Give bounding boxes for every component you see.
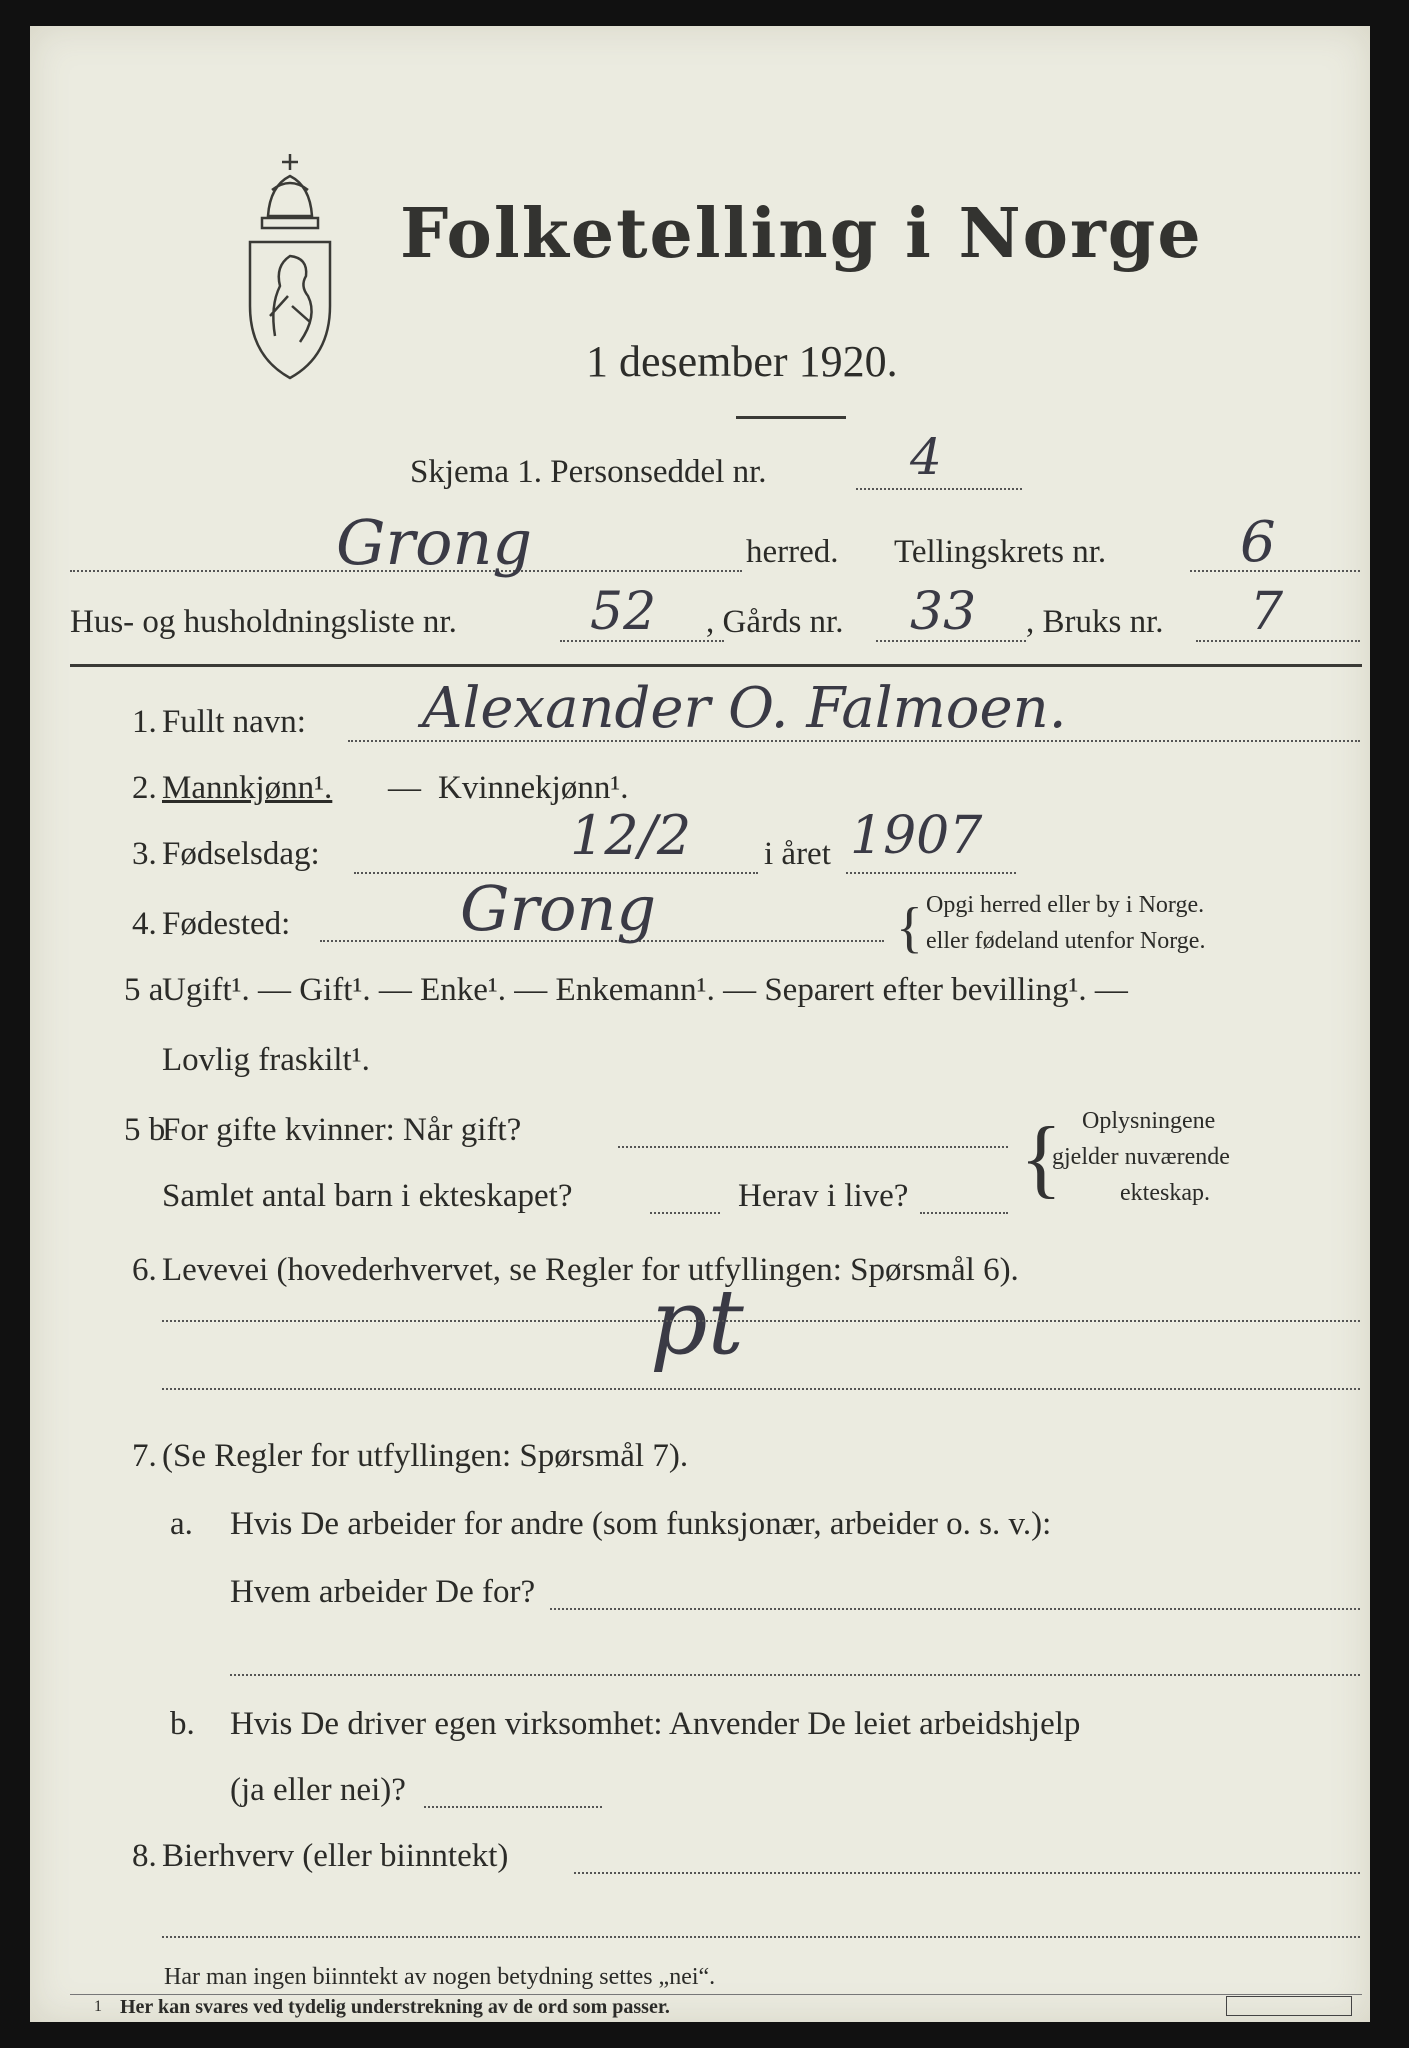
q7b-line2: (ja eller nei)?	[230, 1772, 406, 1808]
footnote-text: Her kan svares ved tydelig understrekning av de ord som passer.	[120, 1996, 670, 2018]
q7b-label: b.	[170, 1706, 195, 1742]
q4-label: Fødested:	[162, 906, 291, 942]
q5b-number: 5 b	[124, 1112, 166, 1148]
printer-stamp	[1226, 1996, 1352, 2016]
q5a-options-line2: Lovlig fraskilt¹.	[162, 1042, 370, 1078]
q2-dash: —	[388, 770, 421, 806]
birth-year-value: 1907	[850, 806, 983, 866]
q4-note-line2: eller fødeland utenfor Norge.	[926, 928, 1206, 954]
q3-number: 3.	[132, 836, 157, 872]
q8-label: Bierhverv (eller biinntekt)	[162, 1838, 509, 1874]
gards-label: , Gårds nr.	[706, 604, 844, 640]
q8-number: 8.	[132, 1838, 157, 1874]
full-name-value: Alexander O. Falmoen.	[422, 676, 1067, 741]
q5a-number: 5 a	[124, 972, 164, 1008]
q7a-line1: Hvis De arbeider for andre (som funksjonær, arbeider o. s. v.):	[230, 1506, 1052, 1542]
q8-note: Har man ingen biinntekt av nogen betydning settes „nei“.	[164, 1964, 716, 1990]
q5b-note-line1: Oplysningene	[1082, 1108, 1216, 1134]
q3-label: Fødselsdag:	[162, 836, 320, 872]
q2-male-option: Mannkjønn¹.	[162, 770, 333, 806]
q7-number: 7.	[132, 1438, 157, 1474]
q1-label: Fullt navn:	[162, 704, 306, 740]
form-title: Folketelling i Norge	[400, 194, 1203, 274]
footnote-divider	[70, 1994, 1362, 1995]
q2-female-option: Kvinnekjønn¹.	[438, 770, 629, 806]
coat-of-arms-icon	[230, 146, 350, 386]
q4-number: 4.	[132, 906, 157, 942]
tellingskrets-label: Tellingskrets nr.	[894, 534, 1107, 570]
tellingskrets-value: 6	[1240, 510, 1276, 575]
q6-label: Levevei (hovederhvervet, se Regler for utfyllingen: Spørsmål 6).	[162, 1252, 1019, 1288]
form-date: 1 desember 1920.	[586, 337, 898, 386]
footnote-marker: 1	[94, 1998, 102, 2015]
q5a-options-line1: Ugift¹. — Gift¹. — Enke¹. — Enkemann¹. — Separert efter bevilling¹. —	[162, 972, 1128, 1008]
herred-value: Grong	[336, 506, 533, 579]
q5b-note-line2: gjelder nuværende	[1052, 1144, 1230, 1170]
census-form-page: Folketelling i Norge 1 desember 1920. Skjema 1. Personseddel nr. 4 Grong herred. Tellingskrets nr. 6 Hus- og husholdningsliste nr. 52 , Gårds nr. 33 , Bruks nr. 7 1. Fullt navn: Alexander O. Falmoen. 2. Mannkjønn¹. — Kvinnekjønn¹. 3. Fødselsdag: 12/2 i året 1907 4. Fødested: Grong { Opgi herred eller by i Norge. eller fødeland utenfor Norge. 5 a Ugift¹. — Gift¹. — Enke¹. — Enkemann¹. — Separert efter bevilling¹. — Lovlig fraskilt¹. 5 b For gifte kvinner: Når gift? Samlet antal barn i ekteskapet? Herav i live? { Oplysningene gjelder nuværende ekteskap. 6. Levevei (hovederhvervet, se Regler for utfyllingen: Spørsmål 6). pt 7. (Se Regler for utfyllingen: Spørsmål 7). a. Hvis De arbeider for andre (som funksjonær, arbeider o. s. v.): Hvem arbeider De for? b. Hvis De driver egen virksomhet: Anvender De leiet arbeidshjelp (ja eller nei)? 8. Bierhverv (eller biinntekt) Har man ingen biinntekt av nogen betydning settes „nei“. 1 Her kan svares ved tydelig understrekning av de ord som passer.	[30, 26, 1370, 2022]
q5b-line2-alive: Herav i live?	[738, 1178, 909, 1214]
schema-label: Skjema 1. Personseddel nr.	[410, 454, 767, 490]
birthday-value: 12/2	[570, 804, 692, 867]
q4-note-line1: Opgi herred eller by i Norge.	[926, 892, 1205, 918]
q7a-line2: Hvem arbeider De for?	[230, 1574, 536, 1610]
title-divider	[736, 416, 846, 419]
q5b-line1: For gifte kvinner: Når gift?	[162, 1112, 522, 1148]
bruks-label: , Bruks nr.	[1026, 604, 1164, 640]
gards-value: 33	[910, 582, 977, 642]
birthplace-value: Grong	[460, 872, 657, 945]
husliste-label: Hus- og husholdningsliste nr.	[70, 604, 457, 640]
q6-number: 6.	[132, 1252, 157, 1288]
q7-label: (Se Regler for utfyllingen: Spørsmål 7).	[162, 1438, 689, 1474]
q2-number: 2.	[132, 770, 157, 806]
occupation-value: pt	[650, 1270, 744, 1375]
personseddel-number-value: 4	[910, 428, 942, 486]
q7a-label: a.	[170, 1506, 193, 1542]
bruks-value: 7	[1250, 582, 1284, 642]
q1-number: 1.	[132, 704, 157, 740]
header-divider	[70, 664, 1362, 667]
q3-year-label: i året	[764, 836, 831, 872]
q5b-line2-children: Samlet antal barn i ekteskapet?	[162, 1178, 573, 1214]
husliste-value: 52	[590, 582, 657, 642]
q7b-line1: Hvis De driver egen virksomhet: Anvender De leiet arbeidshjelp	[230, 1706, 1081, 1742]
q5b-note-line3: ekteskap.	[1120, 1180, 1210, 1206]
herred-label: herred.	[746, 534, 839, 570]
